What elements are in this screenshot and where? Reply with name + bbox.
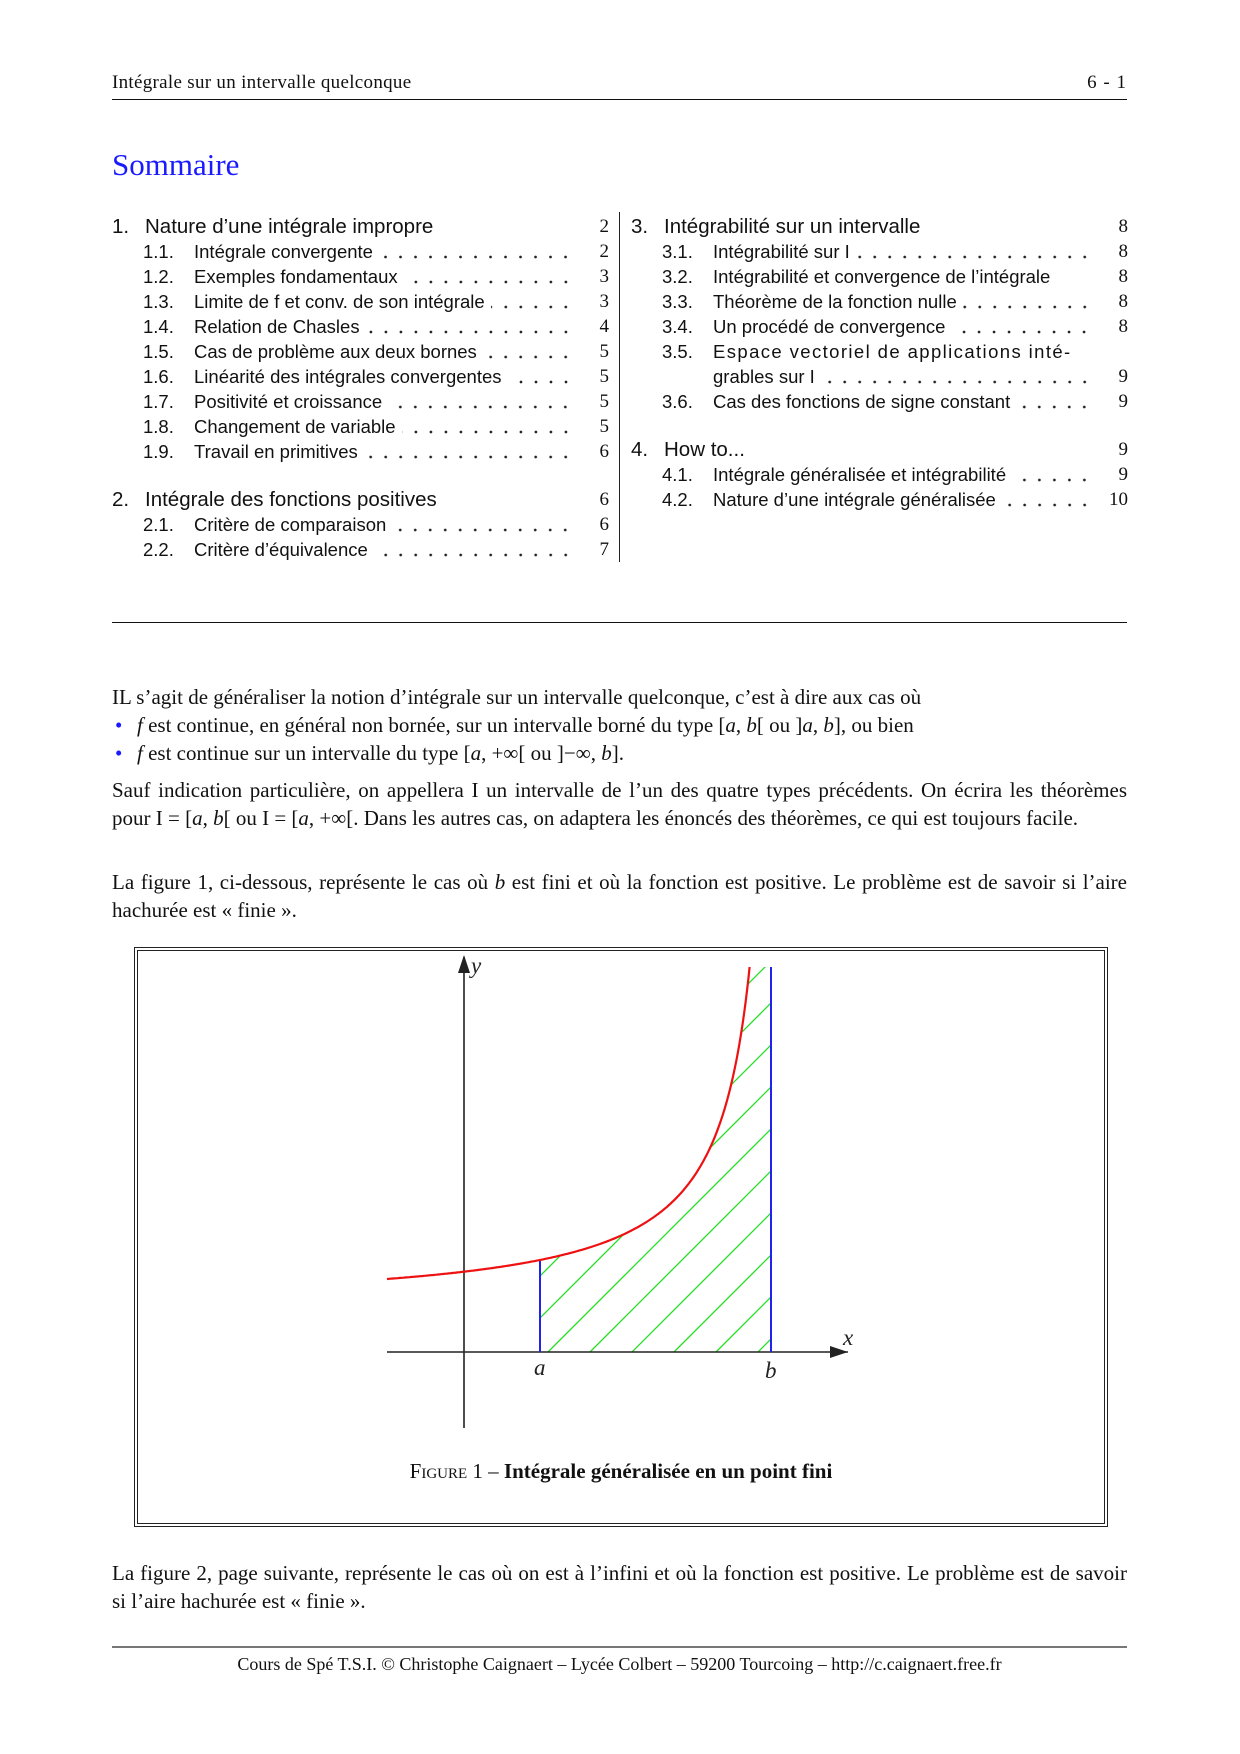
toc-heading: Sommaire: [112, 147, 240, 182]
hatched-area: [338, 852, 1240, 1352]
hatch-line: [422, 852, 922, 1352]
bound-b-label: b: [765, 1358, 777, 1383]
toc-page-number: 8: [1118, 266, 1128, 287]
toc-page-number: 9: [1118, 464, 1128, 485]
text-segment: est continue sur un intervalle du type [: [142, 741, 471, 765]
toc-subsection-number: 1.3.: [143, 291, 174, 312]
math-variable: b: [746, 713, 757, 737]
paragraph-figure-2: [112, 1559, 1127, 1615]
toc-subsection-title: Critère de comparaison: [194, 514, 387, 535]
toc-subsection-title: Critère d’équivalence: [194, 539, 368, 560]
toc-section-number: 2.: [112, 488, 130, 511]
math-variable: b: [213, 806, 224, 830]
toc-section-title: Intégrabilité sur un intervalle: [664, 215, 921, 238]
y-axis-arrow-icon: [458, 955, 470, 973]
toc-subsection-number: 3.2.: [662, 266, 693, 287]
footer: Cours de Spé T.S.I. © Christophe Caignaert – Lycée Colbert – 59200 Tourcoing – http://c.caignaert.free.fr: [237, 1654, 1002, 1674]
toc-subsection-title: Un procédé de convergence: [713, 316, 946, 337]
toc-subsection-title: Cas de problème aux deux bornes: [194, 341, 477, 362]
hatch-line: [548, 852, 1048, 1352]
toc-section-title: Nature d’une intégrale impropre: [145, 215, 434, 238]
toc-subsection-title: Intégrale généralisée et intégrabilité: [713, 464, 1007, 485]
toc-subsection-number: 1.9.: [143, 441, 174, 462]
toc-page-number: 3: [599, 266, 609, 287]
toc-subsection-number: 3.5.: [662, 341, 693, 362]
bullet-icon: •: [115, 713, 123, 737]
math-variable: a: [298, 806, 309, 830]
math-variable: f: [137, 741, 143, 765]
toc-page-number: 9: [1118, 439, 1128, 460]
toc-page-number: 4: [599, 316, 609, 337]
text-segment: La figure 1, ci-dessous, représente le cas où: [112, 870, 495, 894]
toc-page-number: 6: [599, 441, 609, 462]
toc-subsection-title: Intégrale convergente: [194, 241, 373, 262]
toc-page-number: 10: [1109, 489, 1128, 510]
text-segment: [ ou I = [: [223, 806, 299, 830]
toc-subsection-number: 2.1.: [143, 514, 174, 535]
toc-subsection-title: Relation de Chasles: [194, 316, 360, 337]
toc-subsection-title: Exemples fondamentaux: [194, 266, 398, 287]
toc-subsection-number: 1.8.: [143, 416, 174, 437]
text-segment: [ ou ]: [756, 713, 803, 737]
text-segment: IL s’agit de généraliser la notion d’intégrale sur un intervalle quelconque, c’est à dire aux cas où: [112, 685, 922, 709]
footer-rule: [112, 1646, 1127, 1648]
math-variable: b: [823, 713, 834, 737]
text-segment: , +∞[ ou ]−∞,: [481, 741, 602, 765]
toc-subsection-title: Intégrabilité sur I: [713, 241, 850, 262]
toc-page-number: 9: [1118, 391, 1128, 412]
toc-page-number: 8: [1118, 216, 1128, 237]
toc-subsection-number: 3.4.: [662, 316, 693, 337]
text-segment: ].: [611, 741, 624, 765]
toc-subsection-title: Espace vectoriel de applications inté-: [713, 341, 1072, 362]
math-variable: b: [494, 870, 506, 894]
toc-subsection-title-continued: grables sur I: [713, 366, 815, 387]
toc-page-number: 5: [599, 366, 609, 387]
math-variable: f: [137, 713, 143, 737]
toc-page-number: 2: [599, 241, 609, 262]
toc-page-number: 8: [1118, 291, 1128, 312]
bound-a-label: a: [534, 1355, 546, 1380]
x-axis-label: x: [843, 1325, 854, 1350]
hatch-line: [674, 852, 1174, 1352]
running-header-title: Intégrale sur un intervalle quelconque: [112, 72, 412, 93]
toc-section-number: 4.: [631, 438, 649, 461]
toc-section-number: 1.: [112, 215, 130, 238]
toc-subsection-title: Cas des fonctions de signe constant: [713, 391, 1011, 412]
toc-page-number: 2: [599, 216, 609, 237]
bullet-icon: •: [115, 741, 123, 765]
toc-subsection-number: 1.6.: [143, 366, 174, 387]
math-variable: a: [725, 713, 736, 737]
toc-subsection-title: Linéarité des intégrales convergentes: [194, 366, 502, 387]
figure-caption: [134, 1459, 1108, 1484]
text-segment: ,: [735, 713, 747, 737]
text-segment: est fini et où la fonction est positive. Le problème est de savoir si l’aire hachurée est « finie ».: [112, 870, 1127, 922]
toc-page-number: 5: [599, 416, 609, 437]
math-variable: a: [470, 741, 482, 765]
toc-subsection-number: 3.3.: [662, 291, 693, 312]
toc-section-number: 3.: [631, 215, 649, 238]
caption-prefix: Figure 1 –: [409, 1459, 504, 1483]
y-axis-label: y: [471, 953, 482, 978]
toc-subsection-title: Limite de f et conv. de son intégrale: [194, 291, 485, 312]
toc-page-number: 9: [1118, 366, 1128, 387]
toc-page-number: 8: [1118, 316, 1128, 337]
toc-subsection-title: Positivité et croissance: [194, 391, 383, 412]
toc-subsection-number: 1.2.: [143, 266, 174, 287]
caption-title: Intégrale généralisée en un point fini: [503, 1459, 833, 1483]
toc-subsection-number: 3.6.: [662, 391, 693, 412]
toc-subsection-number: 1.1.: [143, 241, 174, 262]
function-curve: [387, 967, 750, 1279]
hatch-line: [758, 852, 1240, 1352]
hatch-line: [632, 852, 1132, 1352]
toc-page-number: 3: [599, 291, 609, 312]
hatch-line: [506, 852, 1006, 1352]
text-segment: ,: [202, 806, 214, 830]
text-segment: ,: [812, 713, 824, 737]
toc-subsection-number: 1.4.: [143, 316, 174, 337]
hatch-line: [716, 852, 1216, 1352]
toc-page-number: 5: [599, 391, 609, 412]
toc-section-title: Intégrale des fonctions positives: [145, 488, 437, 511]
toc-page-number: 7: [599, 539, 609, 560]
toc-subsection-title: Théorème de la fonction nulle: [713, 291, 957, 312]
toc-subsection-title: Intégrabilité et convergence de l’intégrale: [713, 266, 1051, 287]
toc-page-number: 5: [599, 341, 609, 362]
toc-subsection-number: 3.1.: [662, 241, 693, 262]
toc-section-title: How to...: [664, 438, 745, 461]
toc-subsection-number: 2.2.: [143, 539, 174, 560]
toc-page-number: 6: [599, 514, 609, 535]
toc-page-number: 6: [599, 489, 609, 510]
toc-subsection-number: 4.1.: [662, 464, 693, 485]
text-segment: La figure 2, page suivante, représente le cas où on est à l’infini et où la fonction est positive. Le problème est de savoir si l’aire hachurée est « finie ».: [112, 1561, 1127, 1613]
toc-subsection-title: Travail en primitives: [194, 441, 358, 462]
text-segment: , +∞[. Dans les autres cas, on adaptera les énoncés des théorèmes, ce qui est toujours facile.: [308, 806, 1079, 830]
toc-page-number: 8: [1118, 241, 1128, 262]
page-number: 6 - 1: [1087, 72, 1127, 93]
toc-subsection-number: 4.2.: [662, 489, 693, 510]
hatch-line: [380, 852, 880, 1352]
toc-subsection-number: 1.7.: [143, 391, 174, 412]
hatch-line: [800, 852, 1240, 1352]
hatch-line: [590, 852, 1090, 1352]
math-variable: b: [601, 741, 612, 765]
toc-subsection-title: Nature d’une intégrale généralisée: [713, 489, 996, 510]
toc-subsection-title: Changement de variable: [194, 416, 396, 437]
math-variable: a: [802, 713, 813, 737]
toc-subsection-number: 1.5.: [143, 341, 174, 362]
text-segment: Sauf indication particulière, on appellera I un intervalle de l’un des quatre types précédents. On écrira les théorèmes pour I = [: [112, 778, 1127, 830]
text-segment: est continue, en général non bornée, sur un intervalle borné du type [: [142, 713, 726, 737]
math-variable: a: [192, 806, 203, 830]
text-segment: ], ou bien: [833, 713, 914, 737]
